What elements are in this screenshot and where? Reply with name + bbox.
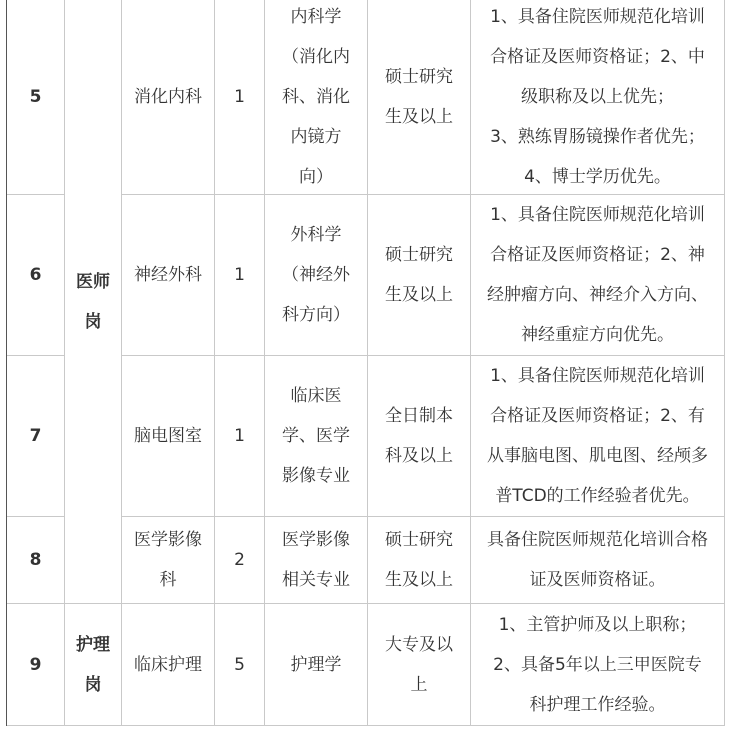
major-line: 影像专业: [282, 466, 350, 486]
department-cell: 脑电图室: [122, 356, 215, 517]
requirement-line: 普TCD的工作经验者优先。: [495, 486, 700, 506]
requirement-line: 级职称及以上优先；: [521, 87, 674, 107]
major-line: （神经外: [282, 265, 350, 285]
category-line: 护理: [76, 634, 110, 655]
category-doctor: [65, 0, 122, 604]
department-line: 医学影像: [134, 530, 202, 550]
requirement-line: 合格证及医师资格证；2、中: [490, 47, 705, 67]
major-cell: [265, 195, 368, 356]
row-number: 5: [7, 0, 65, 195]
row-number: 6: [7, 195, 65, 356]
major-line: 医学影像: [282, 530, 350, 550]
education-line: 硕士研究: [385, 245, 453, 265]
major-line: 外科学: [290, 225, 342, 245]
requirement-line: 科护理工作经验。: [529, 694, 666, 715]
education-line: 全日制本: [385, 406, 453, 426]
requirements-cell: [471, 517, 725, 604]
requirement-line: 证及医师资格证。: [529, 570, 666, 590]
major-line: 向）: [299, 167, 333, 187]
education-line: 生及以上: [385, 570, 453, 590]
major-line: 内镜方: [290, 127, 342, 147]
major-cell: 护理学: [265, 604, 368, 726]
major-line: 相关专业: [282, 570, 350, 590]
education-line: 生及以上: [385, 285, 453, 305]
category-line: 医师: [76, 271, 110, 292]
major-line: 学、医学: [282, 426, 350, 446]
education-line: 科及以上: [385, 446, 453, 466]
requirements-cell: [471, 195, 725, 356]
department-line: 科: [159, 570, 177, 590]
requirement-line: 合格证及医师资格证；2、有: [490, 406, 705, 426]
major-line: 科、消化: [282, 87, 350, 107]
education-line: 硕士研究: [385, 530, 453, 550]
requirement-line: 1、具备住院医师规范化培训: [490, 366, 705, 386]
category-line: 岗: [84, 674, 102, 695]
requirement-line: 1、主管护师及以上职称；: [498, 614, 697, 635]
education-line: 大专及以: [385, 634, 453, 655]
row-number: 7: [7, 356, 65, 517]
requirement-line: 4、博士学历优先。: [524, 167, 671, 187]
requirement-line: 3、熟练胃肠镜操作者优先；: [490, 127, 705, 147]
department-cell: 临床护理: [122, 604, 215, 726]
requirement-line: 神经重症方向优先。: [521, 325, 674, 345]
education-cell: [368, 356, 471, 517]
requirement-line: 1、具备住院医师规范化培训: [490, 7, 705, 27]
education-line: 生及以上: [385, 107, 453, 127]
education-cell: [368, 0, 471, 195]
education-cell: [368, 195, 471, 356]
category-nurse: [65, 604, 122, 726]
row-number: 9: [7, 604, 65, 726]
headcount-cell: 1: [215, 0, 265, 195]
requirements-cell: [471, 356, 725, 517]
major-cell: [265, 517, 368, 604]
row-number: 8: [7, 517, 65, 604]
major-line: 临床医: [290, 386, 342, 406]
education-line: 硕士研究: [385, 67, 453, 87]
department-cell: [122, 517, 215, 604]
major-line: 科方向）: [282, 305, 350, 325]
headcount-cell: 5: [215, 604, 265, 726]
major-cell: [265, 0, 368, 195]
headcount-cell: 1: [215, 356, 265, 517]
requirement-line: 合格证及医师资格证；2、神: [490, 245, 705, 265]
headcount-cell: 1: [215, 195, 265, 356]
requirements-cell: [471, 604, 725, 726]
education-cell: [368, 604, 471, 726]
requirement-line: 具备住院医师规范化培训合格: [487, 530, 708, 550]
department-cell: 神经外科: [122, 195, 215, 356]
category-line: 岗: [84, 311, 102, 332]
major-line: 内科学: [290, 7, 342, 27]
department-cell: 消化内科: [122, 0, 215, 195]
requirement-line: 经肿瘤方向、神经介入方向、: [487, 285, 708, 305]
headcount-cell: 2: [215, 517, 265, 604]
major-cell: [265, 356, 368, 517]
requirement-line: 1、具备住院医师规范化培训: [490, 205, 705, 225]
major-line: （消化内: [282, 47, 350, 67]
education-cell: [368, 517, 471, 604]
requirements-cell: [471, 0, 725, 195]
education-line: 上: [410, 674, 428, 695]
requirement-line: 2、具备5年以上三甲医院专: [493, 654, 702, 675]
requirement-line: 从事脑电图、肌电图、经颅多: [487, 446, 708, 466]
